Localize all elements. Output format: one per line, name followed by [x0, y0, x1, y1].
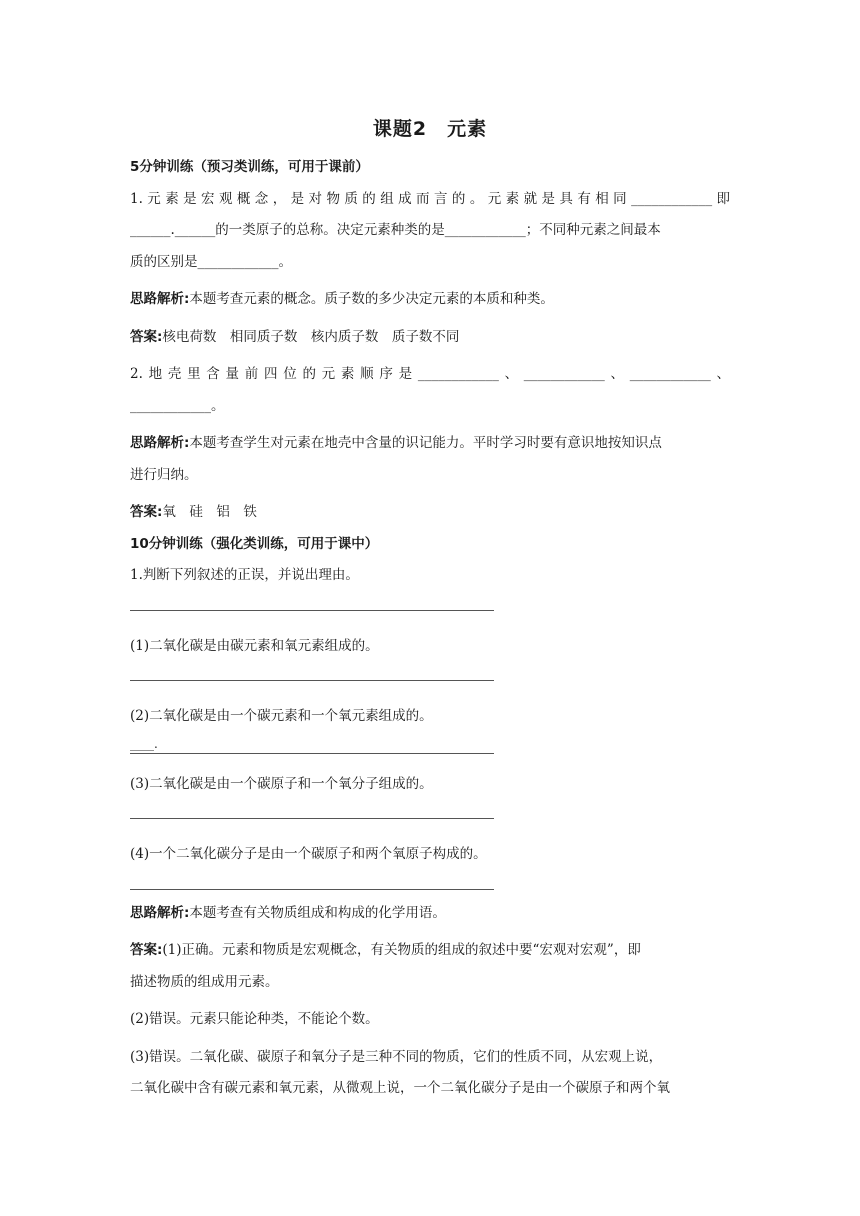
answer-blank-with-dot: ____.	[130, 733, 730, 769]
answer-blank-line	[130, 818, 494, 819]
q2-line-1: 2.地壳里含量前四位的元素顺序是____________、____________、____________、	[130, 366, 730, 382]
s2-item-2: (2)二氧化碳是由一个碳元素和一个氧元素组成的。	[130, 708, 433, 724]
q1-line-3: 质的区别是____________。	[130, 253, 292, 270]
answer-label: 答案:	[130, 504, 163, 520]
q1-answer: 答案:核电荷数 相同质子数 核内质子数 质子数不同	[130, 328, 460, 345]
q1-analysis: 思路解析:本题考查元素的概念。质子数的多少决定元素的本质和种类。	[130, 291, 554, 307]
s2-item-4: (4)一个二氧化碳分子是由一个碳原子和两个氧原子构成的。	[130, 846, 487, 862]
s2-analysis: 思路解析:本题考查有关物质组成和构成的化学用语。	[130, 904, 446, 921]
analysis-label: 思路解析:	[130, 904, 190, 921]
answer-label: 答案:	[130, 328, 163, 345]
answer-blank-line	[130, 889, 494, 890]
analysis-label: 思路解析:	[130, 291, 190, 307]
answer-blank-line	[130, 610, 494, 611]
q2-analysis-1: 思路解析:本题考查学生对元素在地壳中含量的识记能力。平时学习时要有意识地按知识点	[130, 435, 662, 451]
s2-answer-3b: 二氧化碳中含有碳元素和氧元素，从微观上说，一个二氧化碳分子是由一个碳原子和两个氧	[130, 1080, 670, 1096]
q1-line-1: 1.元素是宏观概念，是对物质的组成而言的。元素就是具有相同____________即	[130, 190, 730, 207]
section-heading-10min: 10分钟训练（强化类训练，可用于课中）	[130, 535, 379, 552]
q1-line-2: ______.______的一类原子的总称。决定元素种类的是____________；不同种元素之间最本	[130, 222, 661, 238]
q2-line-2: ____________。	[130, 397, 225, 414]
page-title: 课题2 元素	[372, 118, 488, 140]
section-heading-5min: 5分钟训练（预习类训练，可用于课前）	[130, 159, 369, 175]
s2-q1-stem: 1.判断下列叙述的正误，并说出理由。	[130, 567, 359, 583]
s2-item-3: (3)二氧化碳是由一个碳原子和一个氧分子组成的。	[130, 775, 433, 792]
analysis-label: 思路解析:	[130, 435, 190, 451]
q2-answer: 答案:氧 硅 铝 铁	[130, 504, 257, 520]
s2-answer-1a: 答案:(1)正确。元素和物质是宏观概念，有关物质的组成的叙述中要“宏观对宏观”，即	[130, 942, 641, 958]
s2-answer-2: (2)错误。元素只能论种类，不能论个数。	[130, 1011, 379, 1027]
answer-label: 答案:	[130, 942, 163, 958]
document-body	[130, 152, 730, 1105]
s2-answer-1b: 描述物质的组成用元素。	[130, 973, 279, 990]
q2-analysis-2: 进行归纳。	[130, 466, 198, 483]
answer-blank-line	[130, 680, 494, 681]
s2-item-1: (1)二氧化碳是由碳元素和氧元素组成的。	[130, 637, 379, 654]
s2-answer-3a: (3)错误。二氧化碳、碳原子和氧分子是三种不同的物质，它们的性质不同，从宏观上说，	[130, 1048, 663, 1065]
